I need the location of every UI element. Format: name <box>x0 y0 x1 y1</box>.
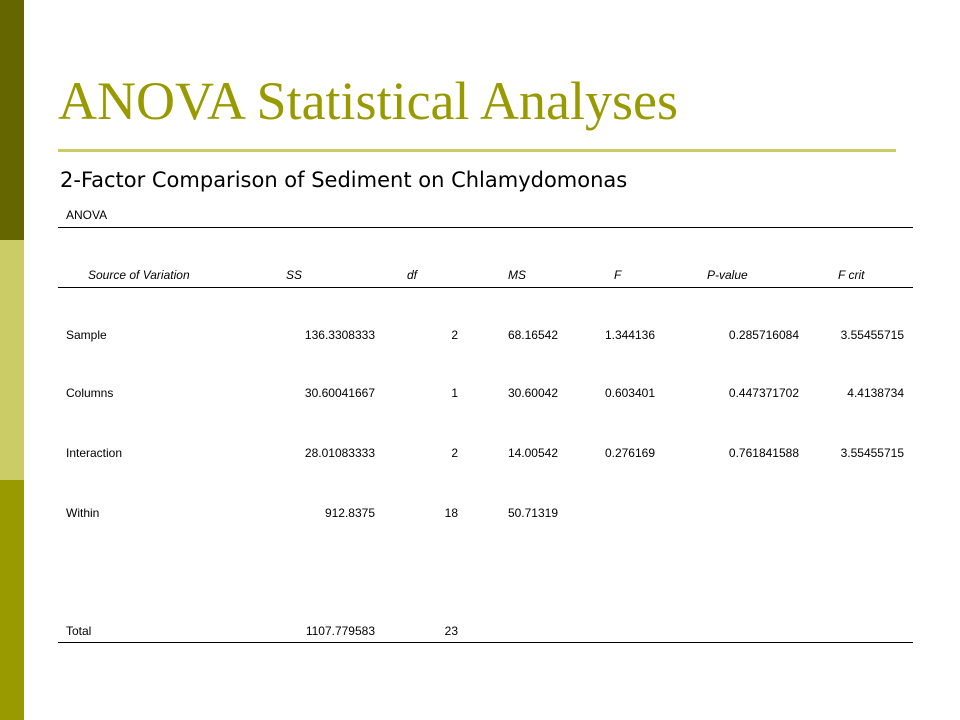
left-bar-light <box>0 240 24 480</box>
row-df: 2 <box>451 446 458 460</box>
row-df: 2 <box>451 328 458 342</box>
header-ss: SS <box>286 268 303 282</box>
row-ss: 1107.779583 <box>305 624 375 638</box>
row-source: Total <box>66 624 92 638</box>
left-bar-olive <box>0 480 24 720</box>
row-pvalue: 0.447371702 <box>728 386 799 400</box>
row-ms: 14.00542 <box>507 446 558 460</box>
row-ms: 68.16542 <box>507 328 558 342</box>
row-ms: 30.60042 <box>507 386 558 400</box>
row-ss: 912.8375 <box>324 506 375 520</box>
row-source: Columns <box>66 386 114 400</box>
row-fcrit: 4.4138734 <box>847 386 904 400</box>
row-source: Within <box>66 506 100 520</box>
row-ss: 136.3308333 <box>304 328 375 342</box>
row-source: Sample <box>66 328 107 342</box>
header-rule <box>58 287 913 288</box>
slide-title: ANOVA Statistical Analyses <box>58 71 678 131</box>
table-top-rule <box>58 227 913 228</box>
row-pvalue: 0.761841588 <box>728 446 799 460</box>
row-ss: 30.60041667 <box>304 386 375 400</box>
header-f: F <box>614 268 622 282</box>
title-rule <box>58 149 896 152</box>
table-label: ANOVA <box>66 208 108 222</box>
header-source: Source of Variation <box>88 268 190 282</box>
row-df: 1 <box>451 386 458 400</box>
row-df: 18 <box>444 506 458 520</box>
table-bottom-rule <box>58 642 913 643</box>
row-fcrit: 3.55455715 <box>840 328 904 342</box>
row-f: 0.276169 <box>604 446 655 460</box>
header-ms: MS <box>508 268 526 282</box>
left-bar-dark <box>0 0 24 240</box>
row-f: 0.603401 <box>604 386 655 400</box>
row-pvalue: 0.285716084 <box>728 328 799 342</box>
row-f: 1.344136 <box>604 328 655 342</box>
header-fcrit: F crit <box>838 268 865 282</box>
slide-subtitle: 2-Factor Comparison of Sediment on Chlamydomonas <box>60 168 628 192</box>
header-df: df <box>407 268 418 282</box>
row-df: 23 <box>444 624 458 638</box>
row-fcrit: 3.55455715 <box>840 446 904 460</box>
row-ms: 50.71319 <box>507 506 558 520</box>
row-ss: 28.01083333 <box>304 446 375 460</box>
row-source: Interaction <box>66 446 123 460</box>
header-pvalue: P-value <box>707 268 748 282</box>
